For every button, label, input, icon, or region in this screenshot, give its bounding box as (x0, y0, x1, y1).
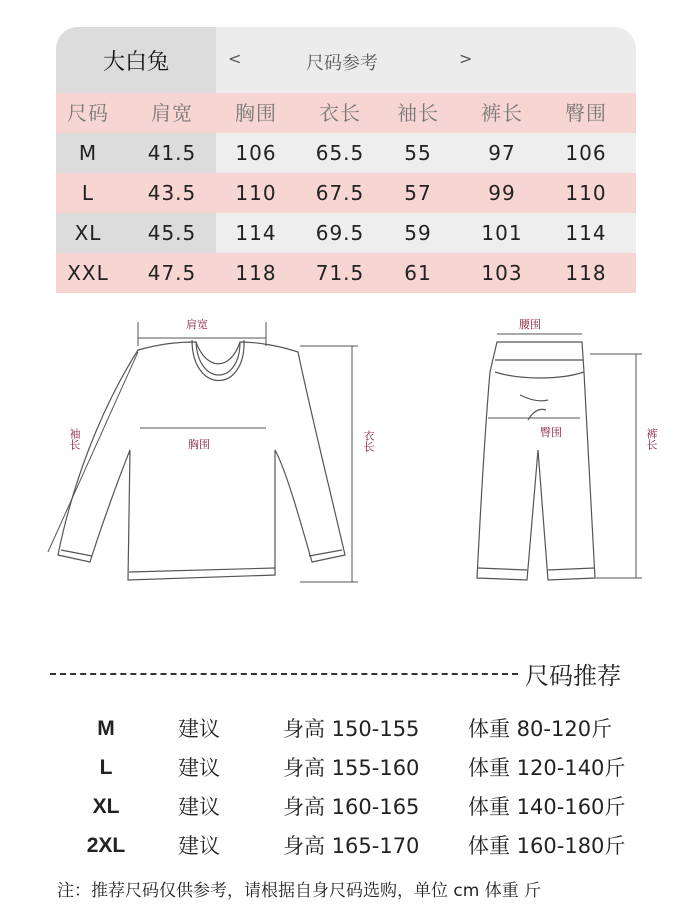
cell-size: L (81, 181, 95, 205)
table-row (56, 213, 636, 253)
label-chest: 胸围 (188, 438, 210, 451)
recommend-height: 身高 160-165 (283, 795, 420, 819)
footnote: 注：推荐尺码仅供参考，请根据自身尺码选购，单位 cm 体重 斤 (57, 881, 542, 901)
cell-hip: 106 (565, 141, 607, 165)
cell-sleeve: 55 (404, 141, 432, 165)
label-waist: 腰围 (519, 318, 541, 331)
prev-arrow-button[interactable]: < (228, 49, 242, 68)
size-chart-table (56, 27, 636, 293)
recommend-advice: 建议 (178, 795, 220, 819)
label-sleeve: 袖长 (68, 428, 81, 450)
garment-diagram (0, 300, 686, 610)
label-shoulder: 肩宽 (186, 318, 208, 331)
cell-hip: 114 (565, 221, 607, 245)
cell-sleeve: 59 (404, 221, 432, 245)
header-sleeve: 袖长 (397, 101, 439, 125)
cell-shoulder: 41.5 (147, 141, 197, 165)
cell-size: XL (74, 221, 102, 245)
header-shoulder: 肩宽 (151, 101, 193, 125)
recommend-advice: 建议 (178, 717, 220, 741)
cell-shoulder: 47.5 (147, 261, 197, 285)
recommend-height: 身高 150-155 (283, 717, 420, 741)
cell-chest: 118 (235, 261, 277, 285)
table-row (56, 253, 636, 293)
cell-pants-length: 103 (481, 261, 523, 285)
cell-pants-length: 97 (488, 141, 516, 165)
cell-size: M (78, 141, 98, 165)
recommend-row (0, 712, 686, 746)
cell-size: XXL (67, 261, 109, 285)
recommend-row (0, 790, 686, 824)
label-hip: 臀围 (540, 426, 562, 439)
cell-length: 69.5 (315, 221, 365, 245)
table-header-row (56, 93, 636, 133)
next-arrow-button[interactable]: > (459, 49, 473, 68)
cell-length: 65.5 (315, 141, 365, 165)
header-chest: 胸围 (235, 101, 277, 125)
recommend-weight: 体重 120-140斤 (468, 756, 626, 780)
recommend-row (0, 829, 686, 863)
recommend-size: 2XL (86, 834, 126, 857)
cell-chest: 110 (235, 181, 277, 205)
cell-hip: 110 (565, 181, 607, 205)
cell-chest: 106 (235, 141, 277, 165)
table-title: 尺码参考 (306, 53, 378, 74)
cell-pants-length: 99 (488, 181, 516, 205)
cell-sleeve: 57 (404, 181, 432, 205)
cell-pants-length: 101 (481, 221, 523, 245)
table-row (56, 173, 636, 213)
table-row (56, 133, 636, 173)
recommend-row (0, 751, 686, 785)
recommend-weight: 体重 140-160斤 (468, 795, 626, 819)
recommend-height: 身高 165-170 (283, 834, 420, 858)
cell-sleeve: 61 (404, 261, 432, 285)
recommend-size: XL (92, 795, 120, 818)
brand-name: 大白兔 (56, 27, 216, 93)
cell-shoulder: 43.5 (147, 181, 197, 205)
recommend-height: 身高 155-160 (283, 756, 420, 780)
recommend-advice: 建议 (178, 834, 220, 858)
garment-drawing (0, 300, 686, 610)
recommend-advice: 建议 (178, 756, 220, 780)
table-header-bar (56, 27, 636, 93)
header-length: 衣长 (319, 101, 361, 125)
cell-length: 71.5 (315, 261, 365, 285)
recommend-weight: 体重 80-120斤 (468, 717, 613, 741)
cell-hip: 118 (565, 261, 607, 285)
header-pants-length: 裤长 (481, 101, 523, 125)
dashed-divider (50, 673, 518, 675)
shirt-outline (58, 342, 345, 580)
recommend-weight: 体重 160-180斤 (468, 834, 626, 858)
cell-chest: 114 (235, 221, 277, 245)
cell-shoulder: 45.5 (147, 221, 197, 245)
cell-length: 67.5 (315, 181, 365, 205)
label-length: 衣长 (362, 430, 375, 452)
recommend-size: L (99, 756, 113, 779)
recommend-size: M (97, 717, 115, 740)
recommend-title: 尺码推荐 (525, 662, 621, 690)
header-size: 尺码 (67, 101, 109, 125)
label-pants-length: 裤长 (645, 428, 658, 450)
header-hip: 臀围 (565, 101, 607, 125)
